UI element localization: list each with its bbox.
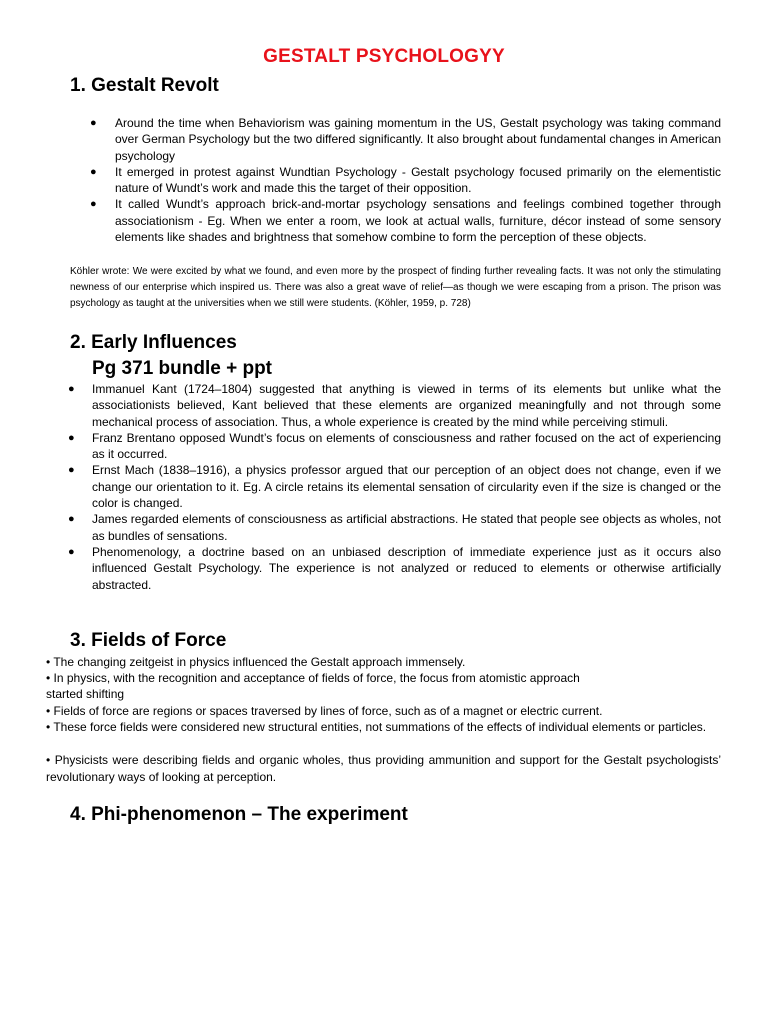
page-title: GESTALT PSYCHOLOGYY [263, 46, 505, 67]
list-item [68, 381, 721, 430]
list-item [68, 511, 721, 544]
list-item [90, 115, 721, 164]
bullet-icon: ● [68, 431, 75, 444]
bullet-icon: ● [90, 165, 97, 178]
bullet-icon: ● [68, 513, 75, 526]
bullet-icon: ● [68, 464, 75, 477]
bullet-icon: ● [90, 117, 97, 129]
section-3-line: • The changing zeitgeist in physics influenced the Gestalt approach immensely. [46, 655, 466, 669]
section-2-bullet-list [68, 381, 721, 593]
section-3-heading: 3. Fields of Force [70, 630, 227, 651]
section-3-line: • Physicists were describing fields and organic wholes, thus providing ammunition and support for the Gestalt psychologists’ revolutionary ways of looking at perception. [46, 753, 721, 784]
list-item [68, 430, 721, 463]
section-3-line: • These force fields were considered new structural entities, not summations of the effects of individual elements or particles. [46, 720, 707, 734]
list-item-text: Around the time when Behaviorism was gaining momentum in the US, Gestalt psychology was taking command over German Psychology but the two differed significantly. It also brought about fundamental changes in American psychology [115, 116, 721, 163]
list-item [90, 164, 721, 197]
kohler-quote: Köhler wrote: We were excited by what we found, and even more by the prospect of finding further revealing facts. It was not only the stimulating newness of our enterprise which inspired us. There was also a great wave of relief—as though we were escaping from a prison. The prison was psychology as taught at the universities when we still were students. (Köhler, 1959, p. 728) [70, 266, 721, 309]
list-item-text: Immanuel Kant (1724–1804) suggested that anything is viewed in terms of its elements but unlike what the associationists believed, Kant believed that these elements are organized meaningfully and not through some mechanical process of association. Thus, a whole experience is created by the mind while perceiving stimuli. [92, 382, 721, 429]
list-item [68, 462, 721, 511]
section-3-line: started shifting [46, 687, 125, 701]
list-item-text: James regarded elements of consciousness as artificial abstractions. He stated that people see objects as wholes, not as bundles of sensations. [92, 512, 721, 543]
list-item-text: Franz Brentano opposed Wundt’s focus on elements of consciousness and rather focused on the act of experiencing as it occurred. [92, 430, 721, 462]
list-item [90, 196, 721, 245]
list-item-text: Phenomenology, a doctrine based on an unbiased description of immediate experience just as it occurs also influenced Gestalt Psychology. The experience is not analyzed or reduced to elements or otherwise artificially abstracted. [92, 544, 721, 592]
list-item-text: It emerged in protest against Wundtian Psychology - Gestalt psychology focused primarily on the elementistic nature of Wundt’s work and made this the target of their opposition. [115, 164, 721, 196]
section-2-subheading: Pg 371 bundle + ppt [92, 358, 272, 379]
bullet-icon: ● [68, 383, 75, 395]
section-3-line: • In physics, with the recognition and acceptance of fields of force, the focus from atomistic approach [46, 671, 580, 685]
bullet-icon: ● [68, 545, 75, 558]
section-4-heading: 4. Phi-phenomenon – The experiment [70, 804, 408, 825]
section-1-bullet-list [90, 115, 721, 245]
section-2-heading: 2. Early Influences [70, 332, 237, 353]
list-item-text: It called Wundt’s approach brick-and-mortar psychology sensations and feelings combined together through associationism - Eg. When we enter a room, we look at actual walls, furniture, décor instead of some sensory elements like shades and brightness that somehow combine to form the perception of these objects. [115, 197, 721, 245]
list-item-text: Ernst Mach (1838–1916), a physics professor argued that our perception of an object does not change, even if we change our orientation to it. Eg. A circle retains its elemental sensation of circularity even if the size is changed or the color is changed. [92, 463, 721, 511]
list-item [68, 544, 721, 593]
bullet-icon: ● [90, 198, 97, 211]
section-3-line: • Fields of force are regions or spaces traversed by lines of force, such as of a magnet or electric current. [46, 704, 603, 718]
section-1-heading: 1. Gestalt Revolt [70, 75, 219, 96]
